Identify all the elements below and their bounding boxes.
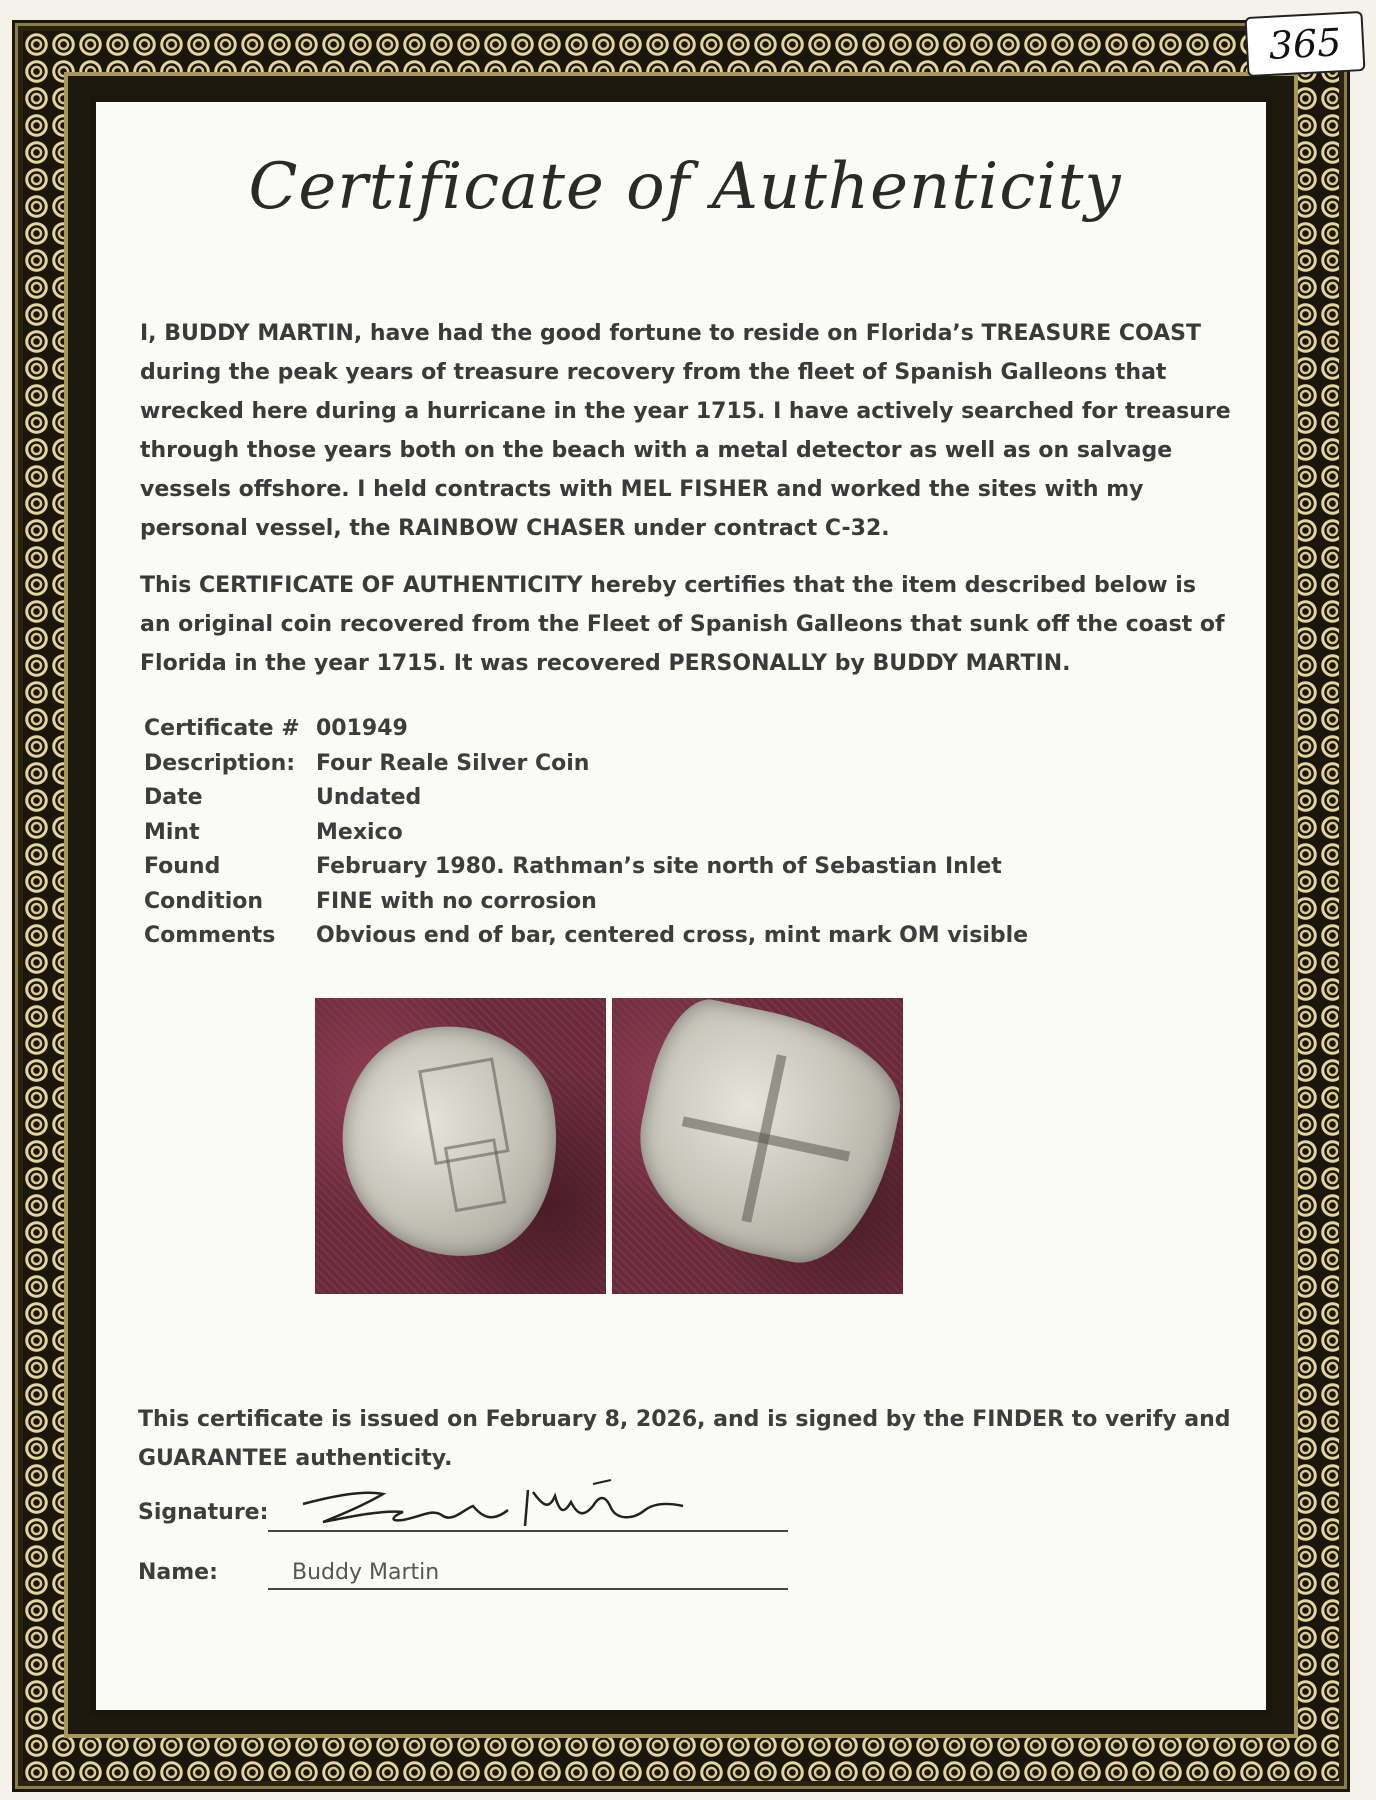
detail-row-certificate: [144, 712, 1144, 747]
detail-row-found: [144, 850, 1144, 885]
inventory-number-stamp: 365: [1245, 11, 1366, 77]
detail-label: Mint: [144, 819, 200, 845]
intro-line: during the peak years of treasure recovery from the fleet of Spanish Galleons that: [140, 360, 1167, 385]
certification-line: an original coin recovered from the Fleet of Spanish Galleons that sunk off the coast of: [140, 612, 1225, 637]
name-value: Buddy Martin: [292, 1560, 440, 1585]
detail-label: Certificate #: [144, 716, 300, 741]
name-label: Name:: [138, 1560, 218, 1585]
detail-value: 001949: [316, 716, 408, 741]
shield-mark: [444, 1138, 507, 1212]
intro-line: I, BUDDY MARTIN, have had the good fortune to reside on Florida’s TREASURE COAST: [140, 321, 1201, 346]
coin-photograph: [315, 998, 903, 1294]
detail-value: Undated: [316, 785, 422, 810]
detail-label: Date: [144, 785, 203, 810]
detail-label: Condition: [144, 888, 264, 914]
certification-paragraph: [140, 566, 1240, 683]
detail-value: Mexico: [316, 819, 403, 845]
detail-row-date: [144, 781, 1144, 816]
detail-value: FINE with no corrosion: [316, 888, 597, 914]
coin-reverse: [620, 998, 903, 1277]
intro-paragraph: [140, 314, 1240, 548]
footer-line: This certificate is issued on February 8, 2026, and is signed by the FINDER to verify and: [138, 1407, 1231, 1432]
footer-line: GUARANTEE authenticity.: [138, 1446, 453, 1471]
coin-obverse-photo: [315, 998, 606, 1294]
item-details: [144, 712, 1144, 954]
detail-value: Four Reale Silver Coin: [316, 750, 590, 776]
detail-label: Description:: [144, 750, 296, 776]
intro-line: personal vessel, the RAINBOW CHASER under contract C-32.: [140, 516, 890, 541]
signature-row: [138, 1500, 838, 1540]
detail-label: Comments: [144, 923, 276, 948]
intro-line: vessels offshore. I held contracts with MEL FISHER and worked the sites with my: [140, 477, 1144, 502]
handwritten-signature: [293, 1466, 693, 1536]
detail-label: Found: [144, 854, 221, 879]
name-row: [138, 1560, 838, 1600]
detail-row-description: [144, 747, 1144, 782]
coin-obverse: [324, 1009, 576, 1275]
detail-row-mint: [144, 816, 1144, 851]
certification-line: Florida in the year 1715. It was recovered PERSONALLY by BUDDY MARTIN.: [140, 651, 1071, 676]
detail-row-comments: [144, 919, 1144, 954]
detail-row-condition: [144, 885, 1144, 920]
certificate-title: Certificate of Authenticity: [248, 150, 1122, 224]
signature-label: Signature:: [138, 1500, 269, 1525]
detail-value: February 1980. Rathman’s site north of Sebastian Inlet: [316, 854, 1002, 879]
name-line: [268, 1588, 788, 1590]
certification-line: This CERTIFICATE OF AUTHENTICITY hereby certifies that the item described below is: [140, 573, 1196, 598]
detail-value: Obvious end of bar, centered cross, mint mark OM visible: [316, 923, 1029, 948]
coin-reverse-photo: [612, 998, 903, 1294]
intro-line: wrecked here during a hurricane in the year 1715. I have actively searched for treasure: [140, 399, 1231, 424]
intro-line: through those years both on the beach with a metal detector as well as on salvage: [140, 438, 1173, 463]
